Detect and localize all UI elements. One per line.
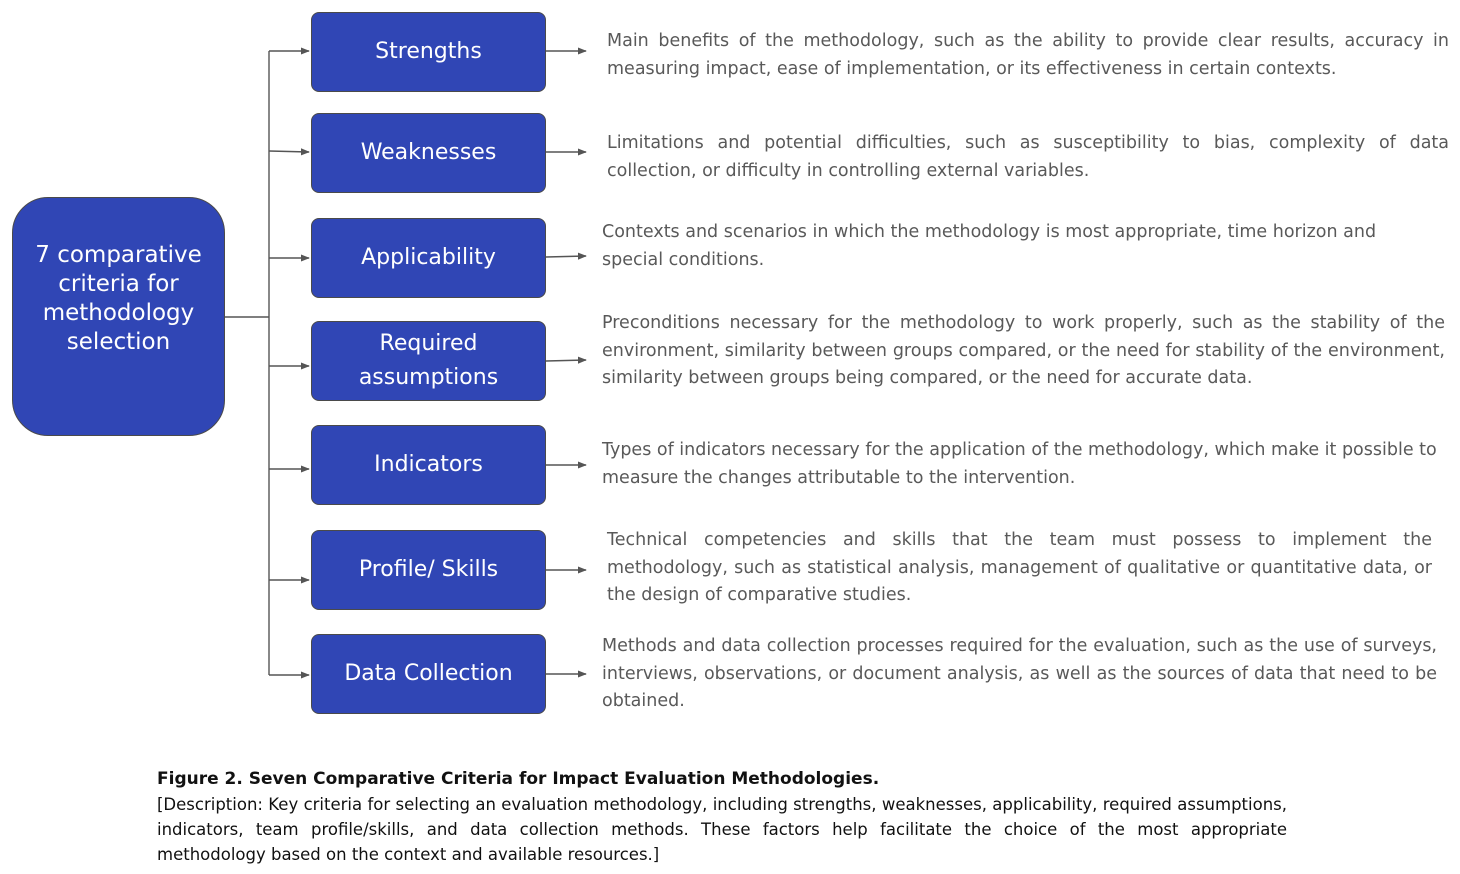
branch-arrow-weaknesses (269, 151, 309, 152)
description-indicators: Types of indicators necessary for the application of the methodology, which make it possible to measure the changes attributable to the intervention. (602, 440, 1437, 488)
criterion-weaknesses: Weaknesses (311, 113, 546, 193)
criterion-applicability: Applicability (311, 218, 546, 298)
criterion-indicators: Indicators (311, 425, 546, 505)
figure-caption (157, 767, 1287, 867)
desc-arrow-applicability (546, 256, 586, 257)
description-profile-skills: Technical competencies and skills that the team must possess to implement the methodology, such as statistical analysis, management of qualitative or quantitative data, or the design of comparative studies. (607, 530, 1432, 605)
criterion-required-assumptions: Required assumptions (311, 321, 546, 401)
description-weaknesses: Limitations and potential difficulties, such as susceptibility to bias, complexity of data collection, or difficulty in controlling external variables. (607, 133, 1449, 181)
description-data-collection: Methods and data collection processes required for the evaluation, such as the use of surveys, interviews, observations, or document analysis, as well as the sources of data that need to be obtained. (602, 636, 1437, 711)
criterion-strengths: Strengths (311, 12, 546, 92)
caption-title: Figure 2. Seven Comparative Criteria for Impact Evaluation Methodologies. (157, 769, 880, 789)
desc-arrow-required-assumptions (546, 360, 586, 361)
description-required-assumptions: Preconditions necessary for the methodology to work properly, such as the stability of the environment, similarity between groups compared, or the need for stability of the environment, similarity between groups being compared, or the need for accurate data. (602, 313, 1445, 388)
caption-description: [Description: Key criteria for selecting an evaluation methodology, including strengths, weaknesses, applicability, required assumptions, indicators, team profile/skills, and data collection methods. These factors help facilitate the choice of the most appropriate methodology based on the context and available resources.] (157, 795, 1287, 864)
criterion-profile-skills: Profile/ Skills (311, 530, 546, 610)
root-node: 7 comparative criteria for methodology selection (12, 197, 225, 436)
description-strengths: Main benefits of the methodology, such as the ability to provide clear results, accuracy in measuring impact, ease of implementation, or its effectiveness in certain contexts. (607, 31, 1449, 79)
criterion-data-collection: Data Collection (311, 634, 546, 714)
description-applicability: Contexts and scenarios in which the methodology is most appropriate, time horizon and special conditions. (602, 222, 1377, 270)
